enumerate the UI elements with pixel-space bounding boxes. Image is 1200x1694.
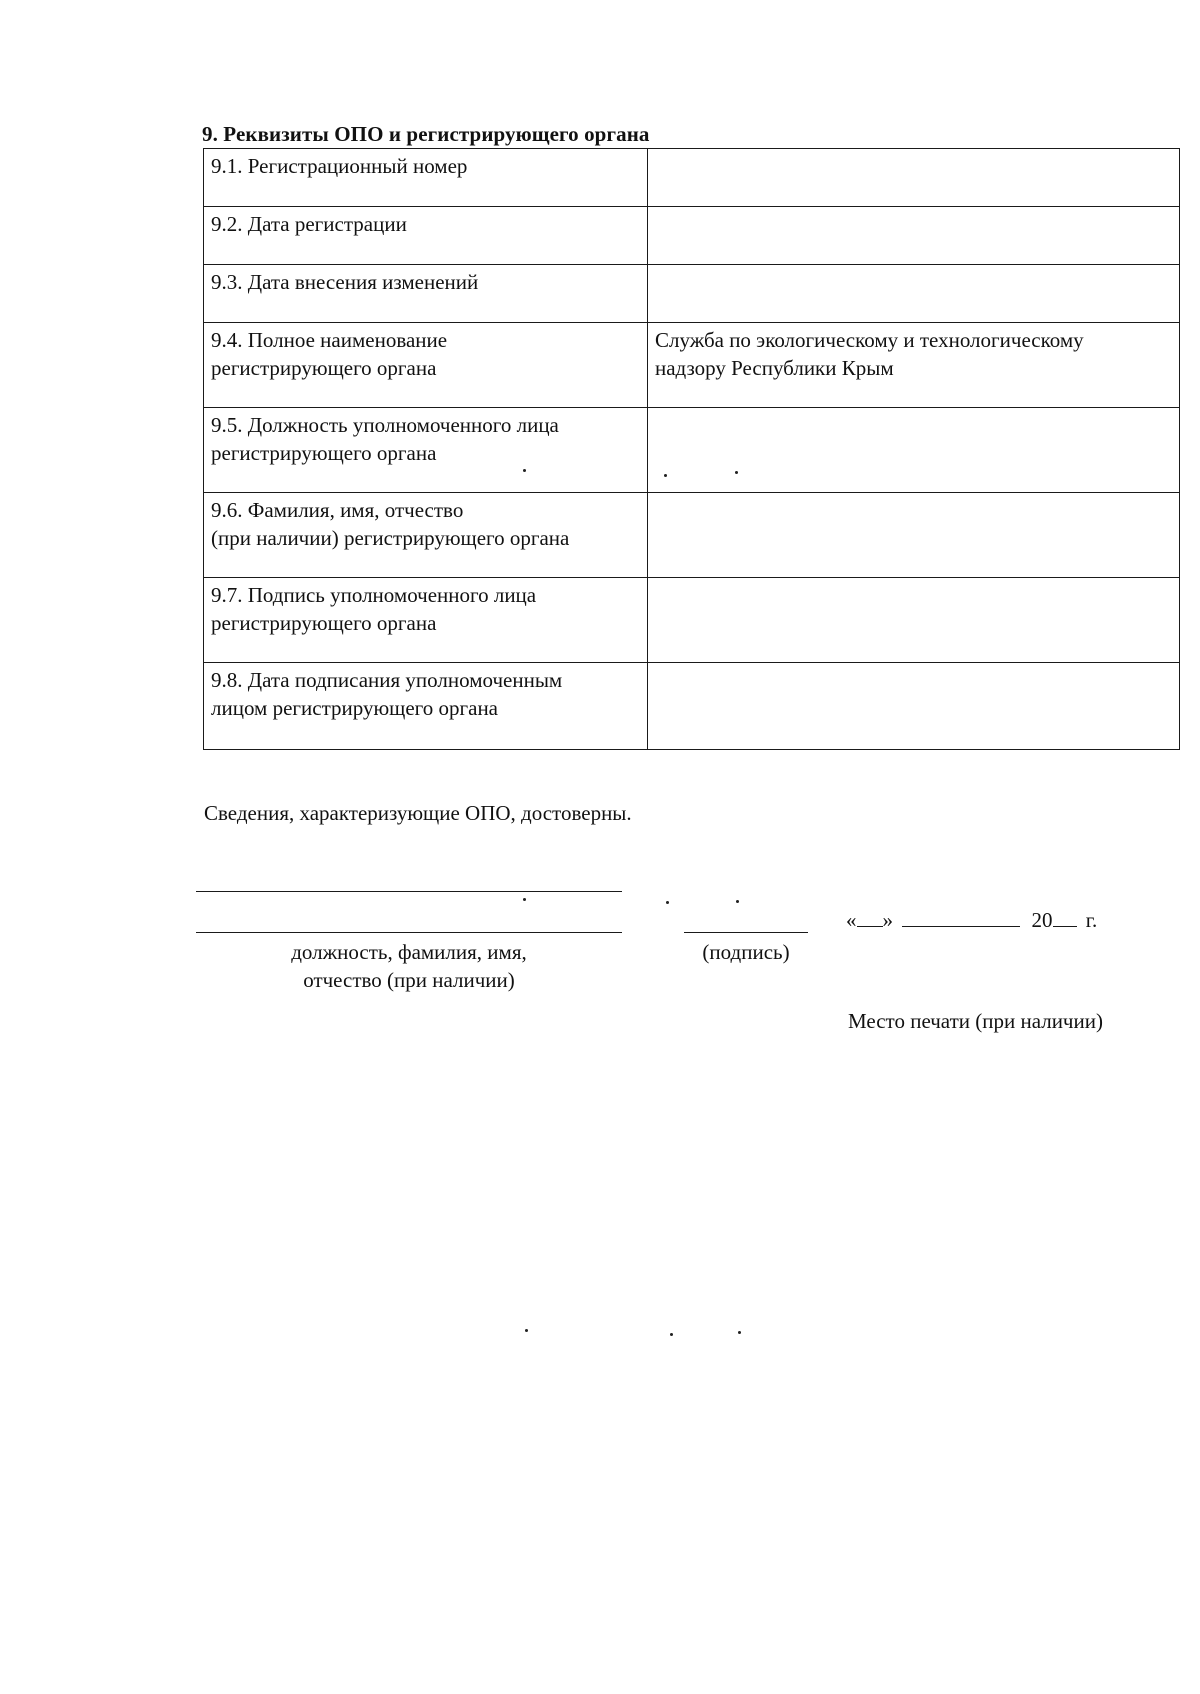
- authority-name-label: 9.4. Полное наименование регистрирующего органа: [211, 328, 448, 380]
- year-blank: [1053, 906, 1077, 927]
- scan-speck: [525, 1329, 528, 1332]
- row-label: [204, 663, 648, 750]
- position-blank-line: [196, 932, 622, 933]
- year-suffix: г.: [1085, 908, 1098, 932]
- scan-speck: [523, 469, 526, 472]
- day-blank: [857, 906, 883, 927]
- registration-details-table: [203, 148, 1180, 750]
- row-value: [648, 323, 1180, 408]
- row-value: [648, 408, 1180, 493]
- row-label: [204, 578, 648, 663]
- date-open-quote: «: [846, 908, 857, 932]
- date-close-quote: »: [882, 908, 893, 932]
- scan-speck: [670, 1333, 673, 1336]
- row-value: [648, 207, 1180, 265]
- authority-name-value: Служба по экологическому и технологическому надзору Республики Крым: [655, 328, 1084, 380]
- row-label: [204, 493, 648, 578]
- row-label: [204, 323, 648, 408]
- row-value: [648, 149, 1180, 207]
- row-value: [648, 663, 1180, 750]
- row-label: [204, 408, 648, 493]
- signature-caption: (подпись): [702, 940, 790, 964]
- table-row: [204, 493, 1180, 578]
- row-label: [204, 149, 648, 207]
- scan-speck: [736, 900, 739, 903]
- row-value: [648, 578, 1180, 663]
- signature-blank-line: [684, 932, 808, 933]
- year-prefix: 20: [1031, 908, 1053, 932]
- table-row: [204, 207, 1180, 265]
- signing-date-label: 9.8. Дата подписания уполномоченным лицом регистрирующего органа: [211, 668, 563, 720]
- reliability-statement: Сведения, характеризующие ОПО, достоверны.: [204, 801, 632, 825]
- seal-placeholder-caption: Место печати (при наличии): [848, 1009, 1103, 1033]
- table-row: [204, 663, 1180, 750]
- table-row: [204, 149, 1180, 207]
- official-position-label: 9.5. Должность уполномоченного лица регистрирующего органа: [211, 413, 559, 465]
- scan-speck: [523, 898, 526, 901]
- scan-speck: [735, 471, 738, 474]
- row-value: [648, 493, 1180, 578]
- row-value: [648, 265, 1180, 323]
- table-row: [204, 323, 1180, 408]
- date-field: [846, 906, 1097, 933]
- month-blank: [902, 906, 1020, 927]
- scan-speck: [664, 474, 667, 477]
- official-full-name-label: 9.6. Фамилия, имя, отчество (при наличии) регистрирующего органа: [211, 498, 570, 550]
- row-label: [204, 207, 648, 265]
- scan-speck: [666, 901, 669, 904]
- official-signature-label: 9.7. Подпись уполномоченного лица регистрирующего органа: [211, 583, 537, 635]
- change-date-label: 9.3. Дата внесения изменений: [211, 270, 479, 294]
- table-row: [204, 408, 1180, 493]
- table-row: [204, 578, 1180, 663]
- row-label: [204, 265, 648, 323]
- registration-number-label: 9.1. Регистрационный номер: [211, 154, 468, 178]
- registration-date-label: 9.2. Дата регистрации: [211, 212, 407, 236]
- section-heading: 9. Реквизиты ОПО и регистрирующего органа: [202, 122, 650, 146]
- table-row: [204, 265, 1180, 323]
- position-blank-line-top: [196, 891, 622, 892]
- position-caption: должность, фамилия, имя, отчество (при наличии): [291, 940, 527, 992]
- scan-speck: [738, 1331, 741, 1334]
